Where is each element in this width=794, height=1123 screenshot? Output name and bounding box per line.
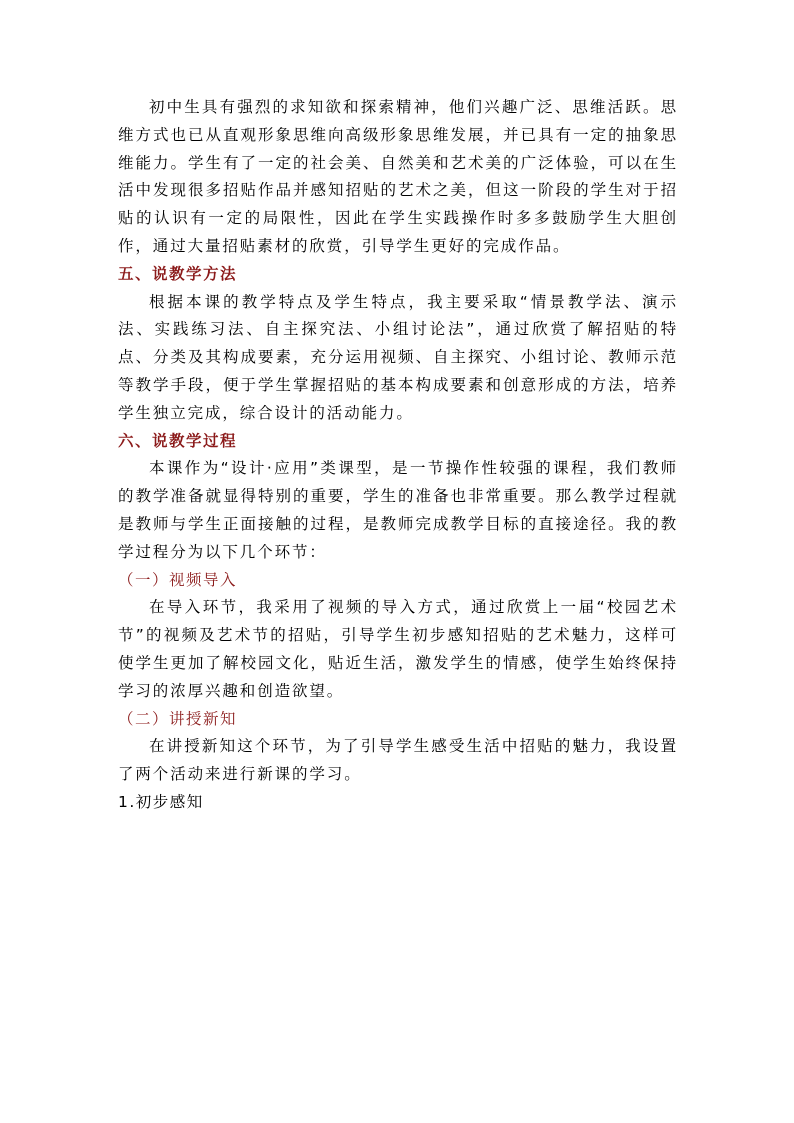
- section-heading-teaching-methods: 五、说教学方法: [118, 264, 238, 283]
- paragraph-teaching-process: 本课作为“设计·应用”类课型，是一节操作性较强的课程，我们教师的教学准备就显得特别的重要，学生的准备也非常重要。那么教学过程就是教师与学生正面接触的过程，是教师完成教学目标的直接途径。我的教学过程分为以下几个环节：: [118, 459, 678, 561]
- paragraph-student-analysis: 初中生具有强烈的求知欲和探索精神，他们兴趣广泛、思维活跃。思维方式也已从直观形象思维向高级形象思维发展，并已具有一定的抽象思维能力。学生有了一定的社会美、自然美和艺术美的广泛体验，可以在生活中发现很多招贴作品并感知招贴的艺术之美，但这一阶段的学生对于招贴的认识有一定的局限性，因此在学生实践操作时多多鼓励学生大胆创作，通过大量招贴素材的欣赏，引导学生更好的完成作品。: [118, 98, 678, 255]
- subheading-new-knowledge: （二）讲授新知: [118, 709, 238, 728]
- paragraph-video-intro: 在导入环节，我采用了视频的导入方式，通过欣赏上一届“校园艺术节”的视频及艺术节的招贴，引导学生初步感知招贴的艺术魅力，这样可使学生更加了解校园文化，贴近生活，激发学生的情感，使学生始终保持学习的浓厚兴趣和创造欲望。: [118, 598, 678, 700]
- section-heading-teaching-process: 六、说教学过程: [118, 431, 238, 450]
- list-item-initial-perception: 1.初步感知: [118, 792, 204, 811]
- subheading-video-intro: （一）视频导入: [118, 570, 238, 589]
- paragraph-teaching-methods: 根据本课的教学特点及学生特点，我主要采取“情景教学法、演示法、实践练习法、自主探究法、小组讨论法”，通过欣赏了解招贴的特点、分类及其构成要素，充分运用视频、自主探究、小组讨论、教师示范等教学手段，便于学生掌握招贴的基本构成要素和创意形成的方法，培养学生独立完成，综合设计的活动能力。: [118, 292, 678, 422]
- document-content: [118, 94, 678, 817]
- paragraph-new-knowledge: 在讲授新知这个环节，为了引导学生感受生活中招贴的魅力，我设置了两个活动来进行新课的学习。: [118, 737, 678, 784]
